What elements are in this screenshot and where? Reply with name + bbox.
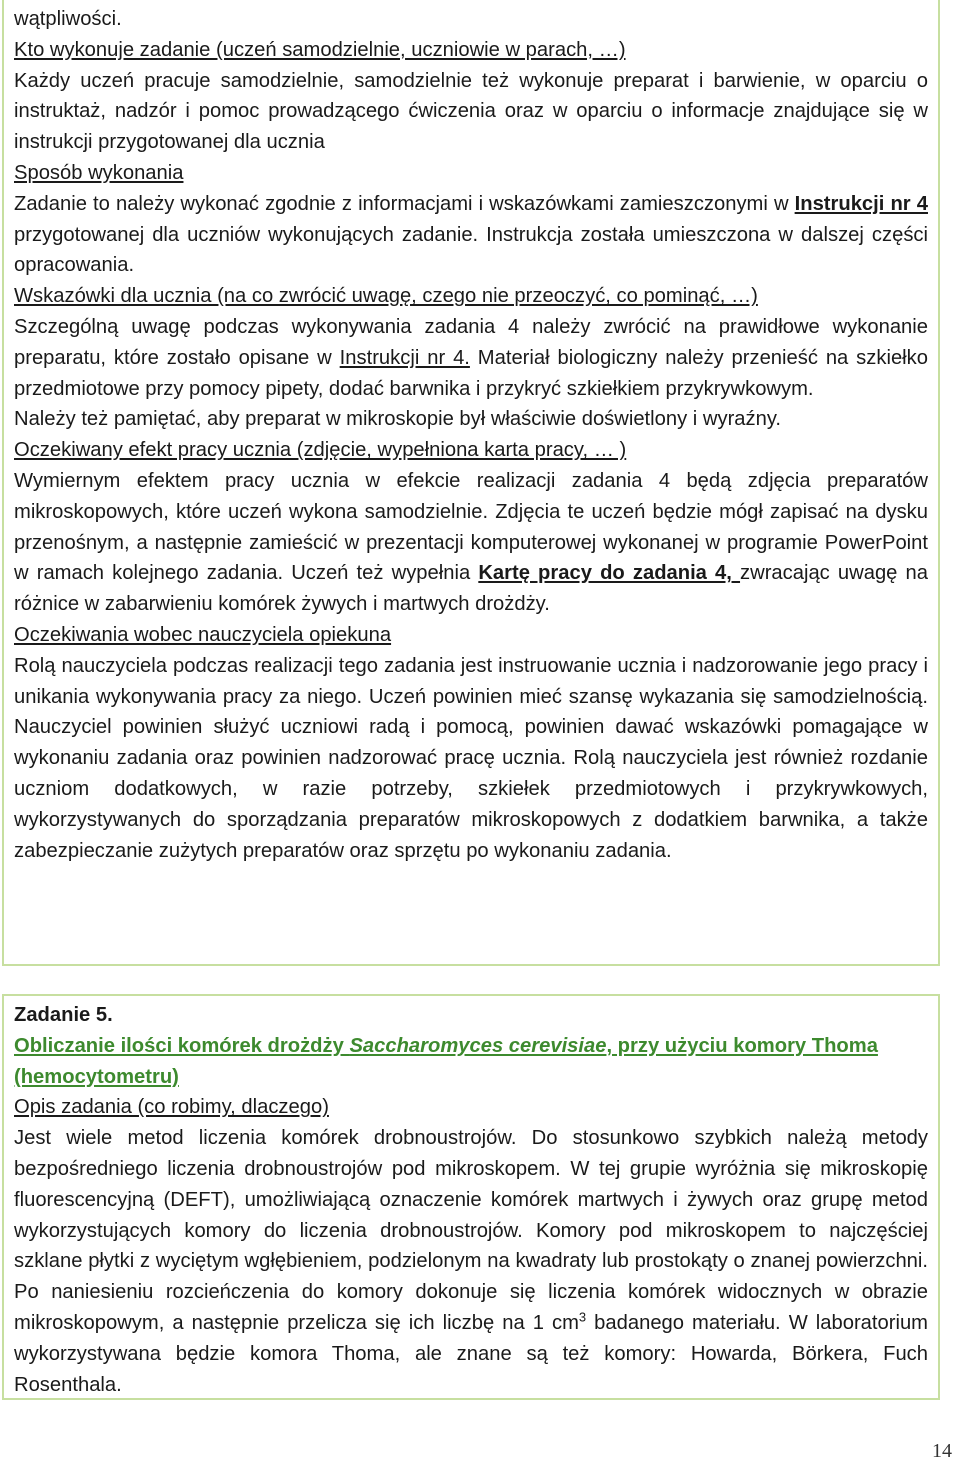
task-label: Zadanie 5.: [14, 1004, 113, 1026]
effect-paragraph: [14, 466, 928, 620]
teacher-heading: Oczekiwania wobec nauczyciela opiekuna: [14, 623, 392, 646]
effect-heading: Oczekiwany efekt pracy ucznia (zdjęcie, wypełniona karta pracy, … ): [14, 439, 627, 462]
desc-paragraph: [14, 1123, 928, 1400]
who-heading: Kto wykonuje zadanie (uczeń samodzielnie, uczniowie w parach, …): [14, 38, 626, 61]
desc-text-a: Jest wiele metod liczenia komórek drobnoustrojów. Do stosunkowo szybkich należą metody bezpośredniego liczenia drobnoustrojów pod mikroskopem. W tej grupie wyróżnia się mikroskopię fluorescencyjną (DEFT), umożliwiającą oznaczenie komórek martwych i żywych oraz grupę metod wykorzystujących komory do liczenia drobnoustrojów. Komory pod mikroskopem to najczęściej szklane płytki z wyciętym wgłębieniem, podzielonym na kwadraty lub prostokąty o znanej powierzchni. Po naniesieniu rozcieńczenia do komory dokonuje się liczenia komórek widocznych w obrazie mikroskopowym, a następnie przelicza się ich liczbę na 1 cm: [14, 1127, 928, 1334]
method-paragraph: [14, 189, 928, 281]
desc-text-b: badanego materiału. W laboratorium wykorzystywana będzie komora Thoma, ale znane są też komory: Howarda, Börkera, Fuch Rosenthala.: [14, 1311, 928, 1396]
title-text-b: , przy użyciu komory Thoma (hemocytometru): [14, 1034, 878, 1088]
tips-heading: Wskazówki dla ucznia (na co zwrócić uwagę, czego nie przeoczyć, co pominąć, …): [14, 285, 758, 308]
method-heading: Sposób wykonania: [14, 161, 184, 184]
desc-heading: Opis zadania (co robimy, dlaczego): [14, 1096, 329, 1119]
tips-text-b: Materiał biologiczny należy przenieść na szkiełko przedmiotowe przy pomocy pipety, dodać barwnika i przykryć szkiełkiem przykrywkowym.: [14, 346, 928, 400]
instruction-4-link[interactable]: Instrukcji nr 4: [794, 192, 928, 215]
tips-instruction-link[interactable]: Instrukcji nr 4.: [339, 346, 470, 369]
method-text-a: Zadanie to należy wykonać zgodnie z informacjami i wskazówkami zamieszczonymi w: [14, 192, 795, 215]
task4-section-box: [2, 0, 940, 966]
effect-text-b: zwracając uwagę na różnice w zabarwieniu komórek żywych i martwych drożdży.: [14, 562, 928, 616]
title-text-a: Obliczanie ilości komórek drożdży: [14, 1034, 350, 1057]
task5-title: [14, 1031, 928, 1093]
method-text-b: przygotowanej dla uczniów wykonujących zadanie. Instrukcja została umieszczona w dalszej części opracowania.: [14, 223, 928, 277]
page-number: 14: [932, 1440, 952, 1462]
line-top: wątpliwości.: [14, 8, 122, 30]
tips-text-a: Szczególną uwagę podczas wykonywania zadania 4 należy zwrócić na prawidłowe wykonanie preparatu, które zostało opisane w: [14, 315, 928, 369]
task5-section-box: [2, 994, 940, 1400]
tips-paragraph: [14, 312, 928, 404]
title-species: Saccharomyces cerevisiae: [349, 1034, 607, 1057]
tips-text-c: Należy też pamiętać, aby preparat w mikroskopie był właściwie doświetlony i wyraźny.: [14, 408, 782, 431]
worksheet-link[interactable]: Kartę pracy do zadania 4,: [478, 562, 741, 585]
desc-superscript: 3: [578, 1309, 587, 1325]
who-text: Każdy uczeń pracuje samodzielnie, samodzielnie też wykonuje preparat i barwienie, w oparciu o instruktaż, nadzór i pomoc prowadzącego ćwiczenia oraz w oparciu o informacje znajdujące się w instrukcji przygotowanej dla ucznia: [14, 69, 928, 154]
effect-text-a: Wymiernym efektem pracy ucznia w efekcie realizacji zadania 4 będą zdjęcia preparatów mikroskopowych, które uczeń wykona samodzielnie. Zdjęcia te uczeń będzie mógł zapisać na dysku przenośnym, a następnie zamieścić w prezentacji komputerowej wykonanej w programie PowerPoint w ramach kolejnego zadania. Uczeń też wypełnia: [14, 469, 928, 585]
teacher-text: Rolą nauczyciela podczas realizacji tego zadania jest instruowanie ucznia i nadzorowanie jego pracy i unikania wykonywania pracy za niego. Uczeń powinien mieć szansę wykazania się samodzielnością. Nauczyciel powinien służyć uczniowi radą i pomocą, powinien dawać wskazówki pomagające w wykonaniu zadania oraz powinien nadzorować pracę ucznia. Rolą nauczyciela jest również rozdanie uczniom dodatkowych, w razie potrzeby, szkiełek przedmiotowych i przykrywkowych, wykorzystywanych do sporządzania preparatów mikroskopowych z dodatkiem barwnika, a także zabezpieczanie zużytych preparatów oraz sprzętu po wykonaniu zadania.: [14, 654, 928, 862]
